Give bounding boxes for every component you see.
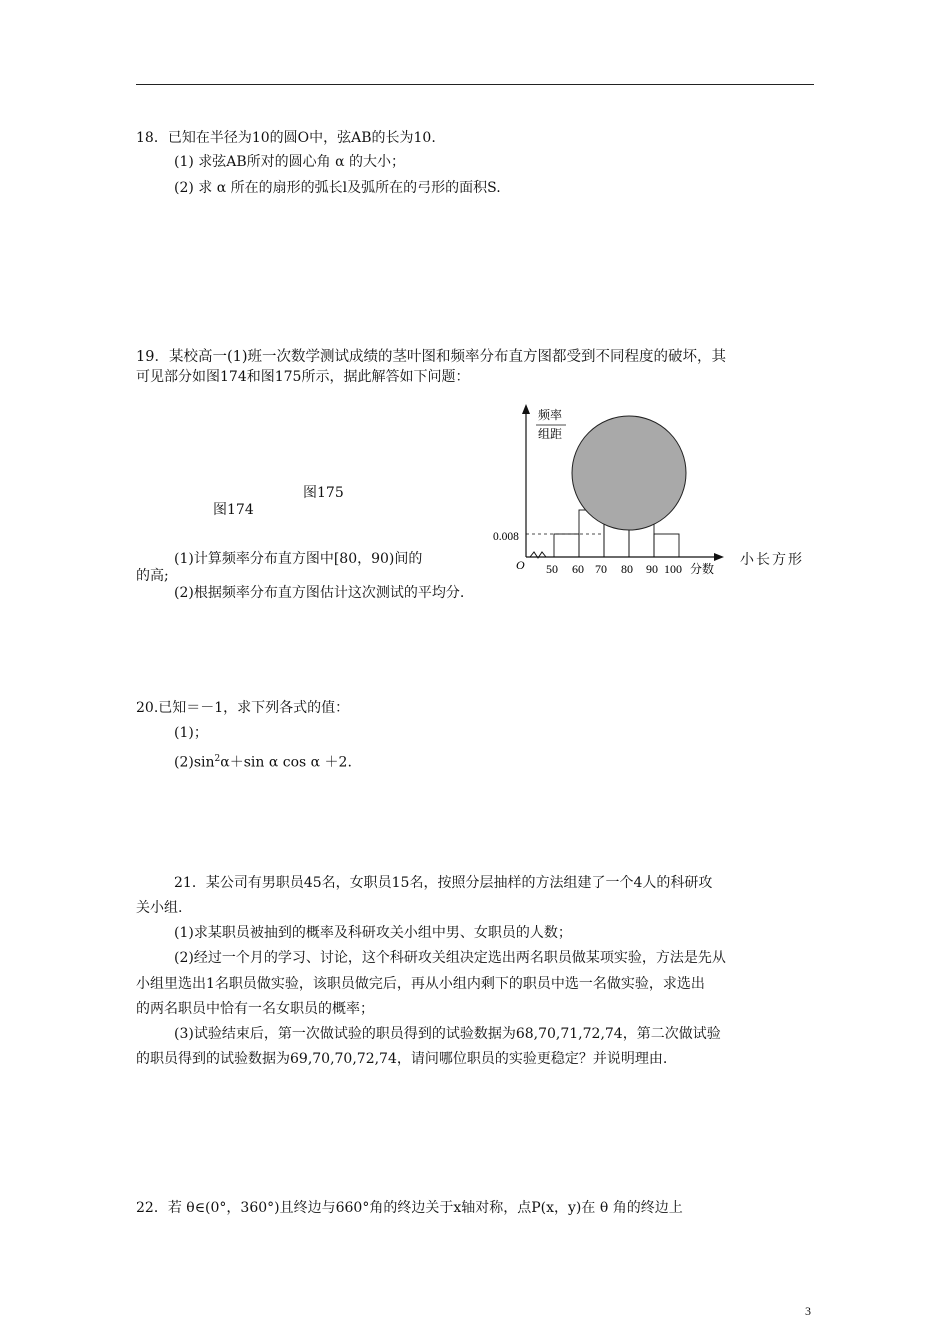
q19-stem-line1: 19．某校高一(1)班一次数学测试成绩的茎叶图和频率分布直方图都受到不同程度的破坏，其 [136, 349, 726, 365]
q22-stem: 22．若 θ∈(0°，360°)且终边与660°角的终边关于x轴对称，点P(x，y)在 θ 角的终边上 [136, 1200, 683, 1216]
x-axis-arrow [714, 553, 724, 561]
y-label-top: 频率 [538, 408, 563, 422]
damage-disc [572, 416, 686, 530]
q21-part2-line2: 小组里选出1名职员做实验，该职员做完后，再从小组内剩下的职员中选一名做实验，求选出 [136, 976, 705, 992]
q20-part2-pre: (2)sin [174, 754, 215, 771]
q19-part1-a: (1)计算频率分布直方图中[80，90)间的 [174, 551, 423, 567]
origin-label: O [516, 558, 525, 572]
y-label-bottom: 组距 [538, 427, 563, 441]
q19-stem-line2: 可见部分如图174和图175所示，据此解答如下问题： [136, 369, 470, 385]
q20-part2 [174, 749, 352, 773]
q18-part1: (1) 求弦AB所对的圆心角 α 的大小； [174, 154, 406, 170]
q19-part2: (2)根据频率分布直方图估计这次测试的平均分. [174, 585, 465, 601]
q18-stem: 18．已知在半径为10的圆O中，弦AB的长为10. [136, 130, 436, 146]
q21-part3-line1: (3)试验结束后，第一次做试验的职员得到的试验数据为68,70,71,72,74，第二次做试验 [174, 1026, 721, 1042]
xtick-90: 90 [646, 562, 658, 576]
ytick-label: 0.008 [493, 531, 519, 543]
bar-50-60 [554, 534, 579, 557]
header-rule [136, 84, 814, 85]
x-axis-label: 分数 [690, 562, 715, 576]
q21-stem-line2: 关小组. [136, 900, 183, 916]
xtick-80: 80 [621, 562, 633, 576]
xtick-50: 50 [546, 562, 558, 576]
q21-part1: (1)求某职员被抽到的概率及科研攻关小组中男、女职员的人数； [174, 925, 572, 941]
q19-part1-b: 小长方形 [740, 552, 804, 568]
page-number: 3 [805, 1304, 811, 1318]
xtick-100: 100 [664, 562, 682, 576]
q20-part1: (1)； [174, 725, 208, 741]
q20-stem: 20.已知＝－1，求下列各式的值： [136, 700, 350, 716]
q18-part2: (2) 求 α 所在的扇形的弧长l及弧所在的弓形的面积S. [174, 180, 501, 196]
q20-part2-post: α＋sin α cos α ＋2. [220, 754, 352, 771]
xtick-60: 60 [572, 562, 584, 576]
q21-part2-line1: (2)经过一个月的学习、讨论，这个科研攻关组决定选出两名职员做某项实验，方法是先从 [174, 950, 726, 966]
figure-175-caption: 图175 [303, 485, 344, 501]
q21-part2-line3: 的两名职员中恰有一名女职员的概率； [136, 1001, 374, 1017]
q21-stem-line1: 21．某公司有男职员45名，女职员15名，按照分层抽样的方法组建了一个4人的科研攻 [174, 875, 713, 891]
q19-part1-c: 的高; [136, 568, 169, 584]
xtick-70: 70 [595, 562, 607, 576]
y-axis-arrow [522, 404, 530, 414]
q20-part2-sup: 2 [214, 754, 221, 764]
figure-174-caption: 图174 [213, 502, 254, 518]
q21-part3-line2: 的职员得到的试验数据为69,70,70,72,74，请问哪位职员的实验更稳定？并说明理由. [136, 1051, 668, 1067]
bar-90-100 [654, 534, 679, 557]
